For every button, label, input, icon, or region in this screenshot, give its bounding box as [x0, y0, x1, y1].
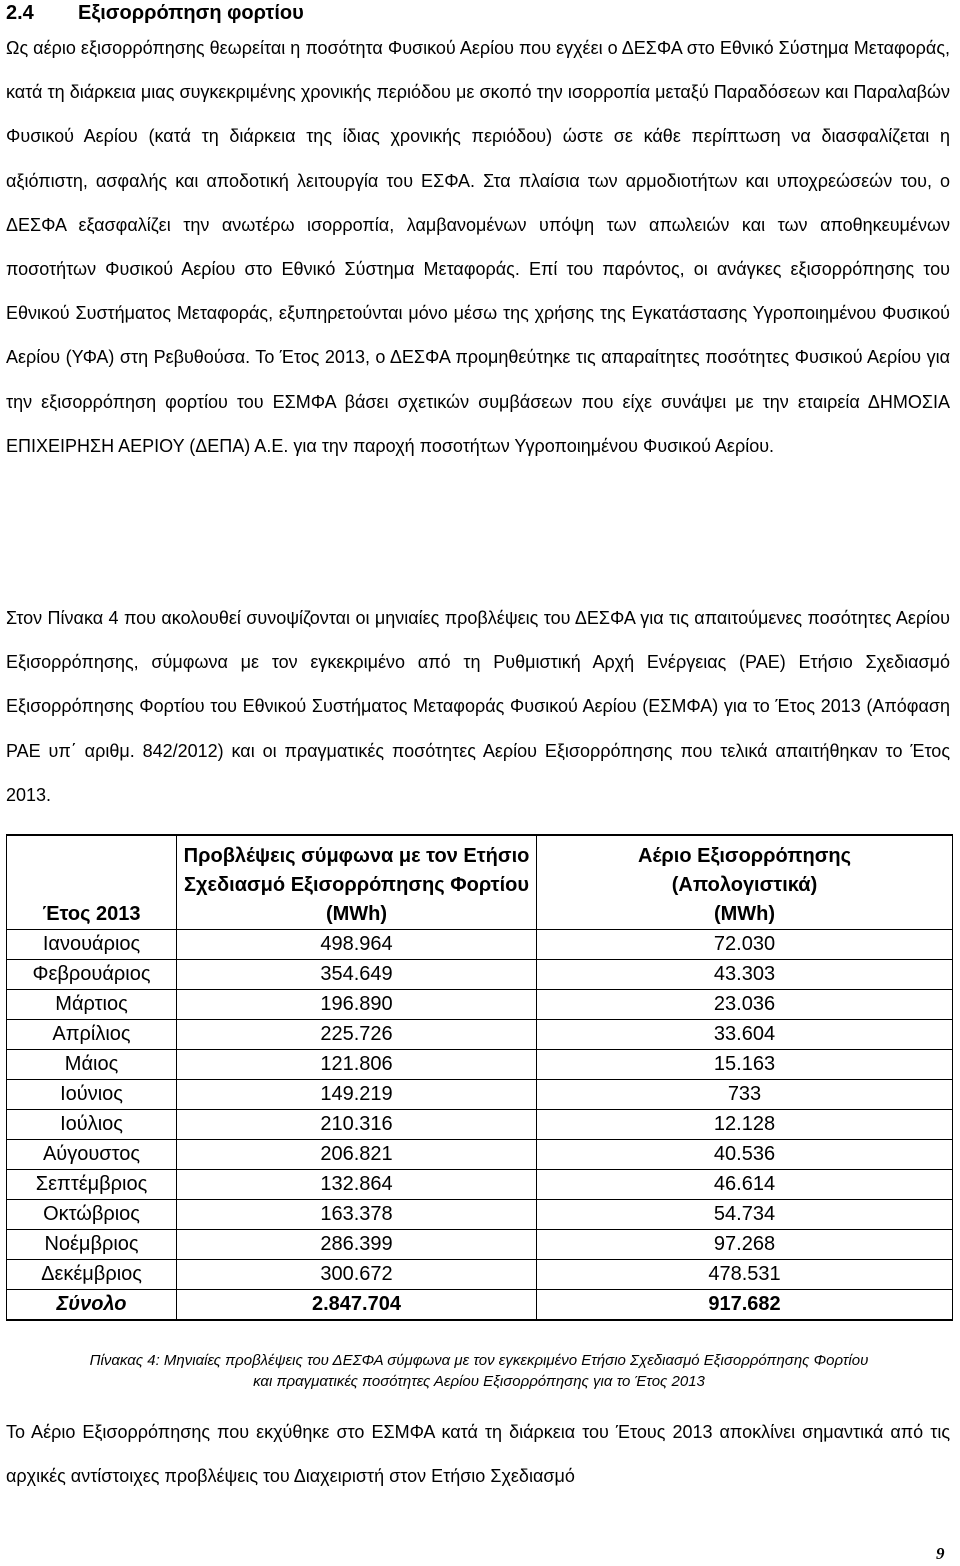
cell-month: Αύγουστος: [7, 1140, 177, 1170]
table-row: [7, 1140, 953, 1170]
table-row: [7, 1230, 953, 1260]
header-actual-line1: Αέριο Εξισορρόπησης: [637, 845, 852, 867]
header-actual-unit: (MWh): [713, 903, 776, 925]
table-row: [7, 1170, 953, 1200]
header-year: Έτος 2013: [7, 835, 177, 930]
cell-actual: 478.531: [537, 1260, 953, 1290]
cell-month: Οκτώβριος: [7, 1200, 177, 1230]
cell-forecast: 121.806: [177, 1050, 537, 1080]
table-row: [7, 1200, 953, 1230]
cell-actual: 12.128: [537, 1110, 953, 1140]
cell-actual: 733: [537, 1080, 953, 1110]
cell-month: Σεπτέμβριος: [7, 1170, 177, 1200]
cell-total-actual: 917.682: [537, 1290, 953, 1321]
cell-forecast: 132.864: [177, 1170, 537, 1200]
cell-month: Δεκέμβριος: [7, 1260, 177, 1290]
balancing-gas-table: [6, 834, 953, 1321]
table-row: [7, 930, 953, 960]
table-row: [7, 960, 953, 990]
section-number: 2.4: [6, 2, 34, 24]
table-caption: [6, 1350, 952, 1392]
cell-actual: 43.303: [537, 960, 953, 990]
cell-month: Μάιος: [7, 1050, 177, 1080]
section-title: Εξισορρόπηση φορτίου: [78, 2, 304, 24]
cell-forecast: 354.649: [177, 960, 537, 990]
header-forecast-line1: Προβλέψεις σύμφωνα με τον Ετήσιο: [183, 845, 530, 867]
cell-forecast: 163.378: [177, 1200, 537, 1230]
paragraph-deviation: Το Αέριο Εξισορρόπησης που εκχύθηκε στο ΕΣΜΦΑ κατά τη διάρκεια του Έτους 2013 αποκλίνει σημαντικά από τις αρχικές αντίστοιχες προβλέψεις του Διαχειριστή στον Ετήσιο Σχεδιασμό: [6, 1422, 950, 1487]
header-forecast-unit: (MWh): [325, 903, 388, 925]
cell-month: Ιούλιος: [7, 1110, 177, 1140]
cell-month: Ιανουάριος: [7, 930, 177, 960]
table-row: [7, 1110, 953, 1140]
cell-actual: 46.614: [537, 1170, 953, 1200]
paragraph-balancing-gas: Ως αέριο εξισορρόπησης θεωρείται η ποσότητα Φυσικού Αερίου που εγχέει ο ΔΕΣΦΑ στο Εθνικό Σύστημα Μεταφοράς, κατά τη διάρκεια μιας συγκεκριμένης χρονικής περιόδου με σκοπό την ισορροπία μεταξύ Παραδόσεων και Παραλαβών Φυσικού Αερίου (κατά τη διάρκεια της ίδιας χρονικής περιόδου) ώστε σε κάθε περίπτωση να διασφαλίζεται η αξιόπιστη, ασφαλής και αποδοτική λειτουργία του ΕΣΦΑ. Στα πλαίσια των αρμοδιοτήτων και υποχρεώσεών του, ο ΔΕΣΦΑ εξασφαλίζει την ανωτέρω ισορροπία, λαμβανομένων υπόψη των απωλειών και των αποθηκευμένων ποσοτήτων Φυσικού Αερίου στο Εθνικό Σύστημα Μεταφοράς. Επί του παρόντος, οι ανάγκες εξισορρόπησης του Εθνικού Συστήματος Μεταφοράς, εξυπηρετούνται μόνο μέσω της χρήσης της Εγκατάστασης Υγροποιημένου Φυσικού Αερίου (ΥΦΑ) στη Ρεβυθούσα. Το Έτος 2013, ο ΔΕΣΦΑ προμηθεύτηκε τις απαραίτητες ποσότητες Φυσικού Αερίου για την εξισορρόπηση φορτίου του ΕΣΜΦΑ βάσει σχετικών συμβάσεων που είχε συνάψει με την εταιρεία ΔΗΜΟΣΙΑ ΕΠΙΧΕΙΡΗΣΗ ΑΕΡΙΟΥ (ΔΕΠΑ) Α.Ε. για την παροχή ποσοτήτων Υγροποιημένου Φυσικού Αερίου.: [6, 38, 950, 456]
cell-month: Ιούνιος: [7, 1080, 177, 1110]
cell-actual: 40.536: [537, 1140, 953, 1170]
cell-forecast: 300.672: [177, 1260, 537, 1290]
cell-forecast: 206.821: [177, 1140, 537, 1170]
table-caption-line1: Πίνακας 4: Μηνιαίες προβλέψεις του ΔΕΣΦΑ σύμφωνα με τον εγκεκριμένο Ετήσιο Σχεδιασμό Εξισορρόπησης Φορτίου: [89, 1352, 869, 1369]
cell-actual: 15.163: [537, 1050, 953, 1080]
cell-month: Απρίλιος: [7, 1020, 177, 1050]
cell-forecast: 210.316: [177, 1110, 537, 1140]
cell-total-forecast: 2.847.704: [177, 1290, 537, 1321]
cell-forecast: 498.964: [177, 930, 537, 960]
cell-month: Μάρτιος: [7, 990, 177, 1020]
table-total-row: [7, 1290, 953, 1321]
table-row: [7, 1260, 953, 1290]
cell-forecast: 149.219: [177, 1080, 537, 1110]
section-heading: [6, 2, 304, 25]
cell-forecast: 225.726: [177, 1020, 537, 1050]
cell-month: Φεβρουάριος: [7, 960, 177, 990]
table-header-row: [7, 835, 953, 930]
header-forecast-line2: Σχεδιασμό Εξισορρόπησης Φορτίου: [184, 874, 529, 896]
cell-actual: 23.036: [537, 990, 953, 1020]
cell-actual: 72.030: [537, 930, 953, 960]
table-row: [7, 1050, 953, 1080]
cell-forecast: 196.890: [177, 990, 537, 1020]
cell-forecast: 286.399: [177, 1230, 537, 1260]
cell-actual: 33.604: [537, 1020, 953, 1050]
cell-actual: 54.734: [537, 1200, 953, 1230]
paragraph-table-intro: Στον Πίνακα 4 που ακολουθεί συνοψίζονται οι μηνιαίες προβλέψεις του ΔΕΣΦΑ για τις απαιτούμενες ποσότητες Αερίου Εξισορρόπησης, σύμφωνα με τον εγκεκριμένο από τη Ρυθμιστική Αρχή Ενέργειας (ΡΑΕ) Ετήσιο Σχεδιασμό Εξισορρόπησης Φορτίου του Εθνικού Συστήματος Μεταφοράς Φυσικού Αερίου (ΕΣΜΦΑ) για το Έτος 2013 (Απόφαση ΡΑΕ υπ΄ αριθμ. 842/2012) και οι πραγματικές ποσότητες Αερίου Εξισορρόπησης που τελικά απαιτήθηκαν το Έτος 2013.: [6, 608, 950, 805]
table-caption-line2: και πραγματικές ποσότητες Αερίου Εξισορρόπησης για το Έτος 2013: [253, 1373, 705, 1390]
header-actual-line2: (Απολογιστικά): [671, 874, 818, 896]
table-row: [7, 990, 953, 1020]
table-row: [7, 1020, 953, 1050]
header-forecast: [177, 835, 537, 930]
table-row: [7, 1080, 953, 1110]
cell-month: Νοέμβριος: [7, 1230, 177, 1260]
header-actual: [537, 835, 953, 930]
cell-total-label: Σύνολο: [7, 1290, 177, 1321]
cell-actual: 97.268: [537, 1230, 953, 1260]
page-number: 9: [936, 1544, 945, 1563]
